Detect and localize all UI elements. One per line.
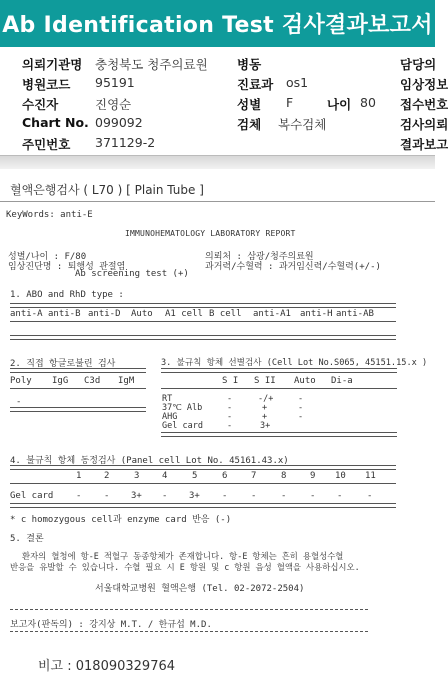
receipt-number-label: 접수번호: [400, 97, 448, 112]
panel-mid-rule: [10, 483, 396, 484]
irr-section-title: 3. 불규칙 항체 선별검사 (Cell Lot No.S065, 45151.15.x ): [161, 358, 428, 368]
history-line: 과거력/수혈력 : 과거임신력/수혈력(+/-): [205, 262, 381, 272]
panel-val-6: -: [222, 491, 228, 501]
panel-row-label: Gel card: [10, 491, 54, 501]
panel-col-11: 11: [365, 471, 376, 481]
abo-col-anti-b: anti-B: [48, 309, 81, 319]
sex-value: F: [286, 95, 294, 110]
panel-col-2: 2: [104, 471, 110, 481]
reporter-top-rule: [10, 609, 368, 610]
dat-col-igg: IgG: [52, 376, 69, 386]
panel-val-7: -: [251, 491, 257, 501]
irr-col-auto: Auto: [294, 376, 316, 386]
irr-col-s2: S II: [254, 376, 276, 386]
panel-col-3: 3: [134, 471, 140, 481]
abo-col-anti-a: anti-A: [10, 309, 43, 319]
irr-row-gel-s1: -: [227, 421, 233, 431]
conclusion-title: 5. 결론: [10, 534, 44, 544]
reporter-bottom-rule: [10, 631, 368, 632]
requester-org-value: 충청북도 청주의료원: [95, 57, 208, 72]
abo-col-anti-h: anti-H: [300, 309, 333, 319]
panel-val-9: -: [310, 491, 316, 501]
diagnosis-line: 임상진단명 : 퇴행성 관절염: [8, 262, 126, 272]
irr-row-gel-label: Gel card: [162, 421, 203, 431]
irr-col-s1: S I: [222, 376, 239, 386]
panel-val-3: 3+: [131, 491, 142, 501]
irr-row-ahg-auto: -: [298, 412, 304, 422]
ward-label: 병동: [237, 57, 262, 72]
panel-top-rule: [10, 465, 396, 470]
hospital-code-value: 95191: [95, 75, 135, 90]
test-request-label: 검사의뢰: [400, 117, 448, 132]
age-label: 나이: [327, 97, 352, 112]
irr-row-rt-s2: -/+: [258, 394, 274, 404]
clinical-info-label: 임상정보: [400, 77, 448, 92]
panel-val-11: -: [367, 491, 373, 501]
abo-col-b-cell: B cell: [209, 309, 242, 319]
chart-number-value: 099092: [95, 115, 143, 130]
conclusion-line-1: 환자의 혈청에 항-E 적혈구 동종항체가 존재합니다. 항-E 항체는 흔히 용혈성수혈: [22, 551, 344, 561]
sex-label: 성별: [237, 97, 262, 112]
screening-line: Ab screening test (+): [75, 269, 189, 279]
result-report-label: 결과보고: [400, 137, 448, 152]
dat-value: -: [16, 397, 22, 407]
panel-col-4: 4: [162, 471, 168, 481]
abo-top-rule: [10, 303, 396, 308]
irr-row-gel-s2: 3+: [260, 421, 271, 431]
specimen-value: 복수검체: [278, 117, 327, 132]
panel-col-6: 6: [222, 471, 228, 481]
irr-row-ahg-s1: -: [227, 412, 233, 422]
title-rule: [0, 201, 435, 202]
panel-val-5: 3+: [189, 491, 200, 501]
lab-report-heading: IMMUNOHEMATOLOGY LABORATORY REPORT: [125, 229, 296, 238]
patient-name-label: 수진자: [22, 97, 59, 112]
irr-row-alb-label: 37℃ Alb: [162, 403, 203, 413]
section-divider: [0, 155, 435, 170]
remarks-text: 비고 : 018090329764: [38, 659, 176, 674]
panel-col-8: 8: [281, 471, 287, 481]
irr-row-ahg-s2: +: [262, 412, 268, 422]
dat-col-igm: IgM: [118, 376, 135, 386]
irr-mid-rule: [161, 388, 397, 389]
panel-col-5: 5: [192, 471, 198, 481]
irr-col-di-a: Di-a: [331, 376, 353, 386]
keywords-line: KeyWords: anti-E: [6, 210, 93, 220]
irr-row-alb-s1: -: [227, 403, 233, 413]
report-title: Ab Identification Test 검사결과보고서: [2, 13, 433, 38]
panel-col-9: 9: [310, 471, 316, 481]
dat-top-rule: [10, 368, 146, 373]
patient-name-value: 진영순: [95, 97, 132, 112]
chart-number-label: Chart No.: [22, 115, 89, 130]
panel-bottom-rule: [10, 503, 396, 508]
remarks-footer: [0, 650, 435, 682]
irr-row-rt-auto: -: [298, 394, 304, 404]
conclusion-line-2: 반응을 유발할 수 있습니다. 수혈 필요 시 E 항원 및 c 항원 음성 혈액을 사용하십시오.: [10, 562, 360, 572]
irr-bottom-rule: [161, 432, 397, 437]
requester-line: 의뢰처 : 삼광/청주의료원: [205, 252, 314, 262]
panel-col-1: 1: [76, 471, 82, 481]
report-header: [0, 0, 435, 47]
panel-section-title: 4. 불규칙 항체 동정검사 (Panel cell Lot No. 45161.43.x): [10, 456, 289, 466]
resident-number-label: 주민번호: [22, 137, 71, 152]
dat-col-poly: Poly: [10, 376, 32, 386]
panel-val-1: -: [76, 491, 82, 501]
hospital-code-label: 병원코드: [22, 77, 71, 92]
panel-val-8: -: [281, 491, 287, 501]
dat-col-c3d: C3d: [84, 376, 101, 386]
panel-col-7: 7: [251, 471, 257, 481]
abo-col-a1-cell: A1 cell: [165, 309, 203, 319]
irr-row-alb-s2: +: [262, 403, 268, 413]
resident-number-value: 371129-2: [95, 135, 156, 150]
requester-org-label: 의뢰기관명: [22, 57, 83, 72]
abo-bottom-rule: [10, 335, 396, 340]
panel-col-10: 10: [335, 471, 346, 481]
irr-row-rt-label: RT: [162, 394, 173, 404]
abo-col-anti-d: anti-D: [88, 309, 121, 319]
irr-row-alb-auto: -: [298, 403, 304, 413]
patient-info-panel: [0, 47, 448, 155]
panel-val-4: -: [162, 491, 168, 501]
abo-col-anti-a1: anti-A1: [253, 309, 291, 319]
irr-row-ahg-label: AHG: [162, 412, 178, 422]
hospital-line: 서울대학교병원 혈액은행 (Tel. 02-2072-2504): [95, 584, 305, 594]
dat-section-title: 2. 직접 항글로불린 검사: [10, 359, 116, 369]
abo-col-auto: Auto: [131, 309, 153, 319]
abo-mid-rule: [10, 321, 396, 322]
department-label: 진료과: [237, 77, 274, 92]
department-value: os1: [286, 75, 309, 90]
dat-mid-rule: [10, 388, 146, 389]
abo-section-title: 1. ABO and RhD type :: [10, 290, 124, 300]
panel-val-10: -: [337, 491, 343, 501]
abo-col-anti-ab: anti-AB: [336, 309, 374, 319]
age-value: 80: [360, 95, 376, 110]
doctor-label: 담당의: [400, 57, 437, 72]
irr-top-rule: [161, 368, 397, 373]
dat-bottom-rule: [10, 407, 146, 412]
panel-val-2: -: [104, 491, 110, 501]
panel-note: * c homozygous cell과 enzyme card 반응 (-): [10, 515, 232, 525]
reporter-line: 보고자(판독의) : 강지상 M.T. / 한규섭 M.D.: [10, 620, 212, 630]
lab-report-scan: [0, 169, 435, 659]
sex-age-line: 성별/나이 : F/80: [8, 252, 87, 262]
specimen-label: 검체: [237, 117, 262, 132]
irr-row-rt-s1: -: [227, 394, 233, 404]
report-section-title: 혈액은행검사 ( L70 ) [ Plain Tube ]: [10, 183, 204, 197]
